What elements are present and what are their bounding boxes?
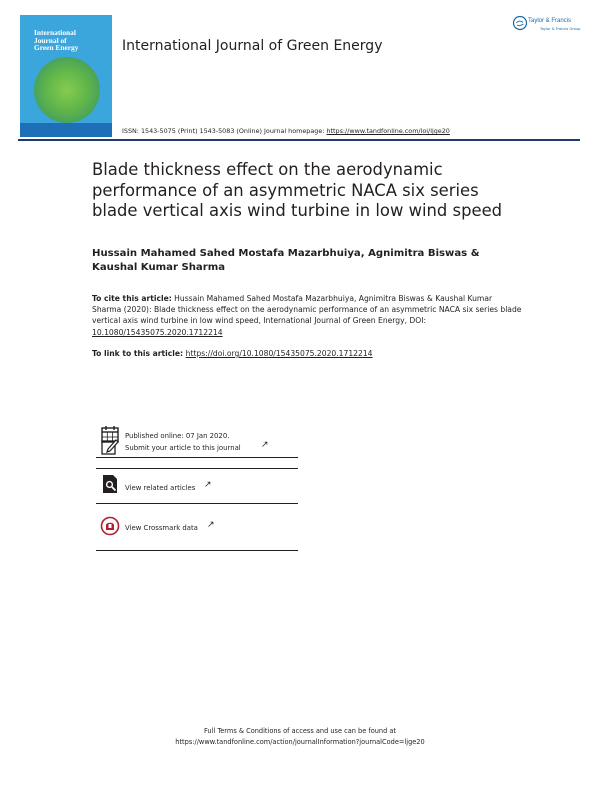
link-label: To link to this article: bbox=[92, 349, 186, 358]
authors-line: Kaushal Kumar Sharma bbox=[92, 262, 226, 274]
footer bbox=[0, 726, 600, 748]
related-articles-label: View related articles bbox=[125, 484, 196, 492]
publisher-name: Taylor & Francis bbox=[528, 18, 572, 24]
external-link-icon: ↗ bbox=[261, 440, 269, 450]
article-title bbox=[92, 160, 522, 222]
cover-title-line: International bbox=[34, 28, 76, 37]
citation-block bbox=[92, 293, 522, 338]
crossmark-icon bbox=[100, 516, 120, 536]
search-document-icon bbox=[100, 474, 120, 494]
external-link-icon: ↗ bbox=[207, 520, 215, 530]
related-articles-row[interactable] bbox=[96, 468, 298, 504]
submit-article-label: Submit your article to this journal bbox=[125, 444, 241, 452]
issn-line bbox=[122, 127, 450, 135]
article-title-line: performance of an asymmetric NACA six series bbox=[92, 180, 479, 200]
article-title-line: Blade thickness effect on the aerodynamic bbox=[92, 160, 443, 179]
article-title-line: blade vertical axis wind turbine in low wind speed bbox=[92, 201, 503, 221]
publisher-tagline: Taylor & Francis Group bbox=[540, 27, 581, 31]
cover-title-line: Green Energy bbox=[34, 43, 79, 53]
journal-cover-image bbox=[20, 15, 112, 137]
cover-title-line: Journal of bbox=[34, 35, 67, 45]
article-authors bbox=[92, 247, 512, 276]
footer-line: Full Terms & Conditions of access and use can be found at bbox=[203, 727, 397, 735]
submit-article-row[interactable] bbox=[96, 433, 298, 469]
edit-icon bbox=[100, 436, 120, 456]
article-url-link[interactable]: https://doi.org/10.1080/15435075.2020.1712214 bbox=[185, 349, 373, 358]
crossmark-label: View Crossmark data bbox=[125, 524, 198, 532]
footer-link[interactable]: https://www.tandfonline.com/action/journalInformation?journalCode=ljge20 bbox=[175, 738, 425, 747]
authors-line: Hussain Mahamed Sahed Mostafa Mazarbhuiya, Agnimitra Biswas & bbox=[92, 248, 480, 259]
issn-text: ISSN: 1543-5075 (Print) 1543-5083 (Online) Journal homepage: bbox=[122, 127, 327, 135]
cover-title bbox=[34, 29, 106, 52]
doi-link[interactable]: 10.1080/15435075.2020.1712214 bbox=[92, 327, 223, 337]
journal-name: International Journal of Green Energy bbox=[122, 38, 383, 54]
citation-text: Hussain Mahamed Sahed Mostafa Mazarbhuiya, Agnimitra Biswas & Kaushal Kumar Sharma (2020): Blade thickness effect on the aerodynamic performance of an asymmetric NACA six series blade vertical axis wind turbine in low wind speed, International Journal of Green Energy, DOI: bbox=[92, 294, 522, 326]
globe-graphic bbox=[34, 57, 100, 123]
crossmark-row[interactable] bbox=[96, 503, 298, 551]
citation-label: To cite this article: bbox=[92, 294, 172, 303]
header-divider bbox=[18, 139, 580, 141]
published-online-label: Published online: 07 Jan 2020. bbox=[125, 432, 230, 440]
cover-band bbox=[20, 123, 112, 137]
external-link-icon: ↗ bbox=[204, 480, 212, 490]
journal-homepage-link[interactable]: https://www.tandfonline.com/loi/ljge20 bbox=[326, 127, 450, 135]
article-link-line bbox=[92, 349, 372, 358]
